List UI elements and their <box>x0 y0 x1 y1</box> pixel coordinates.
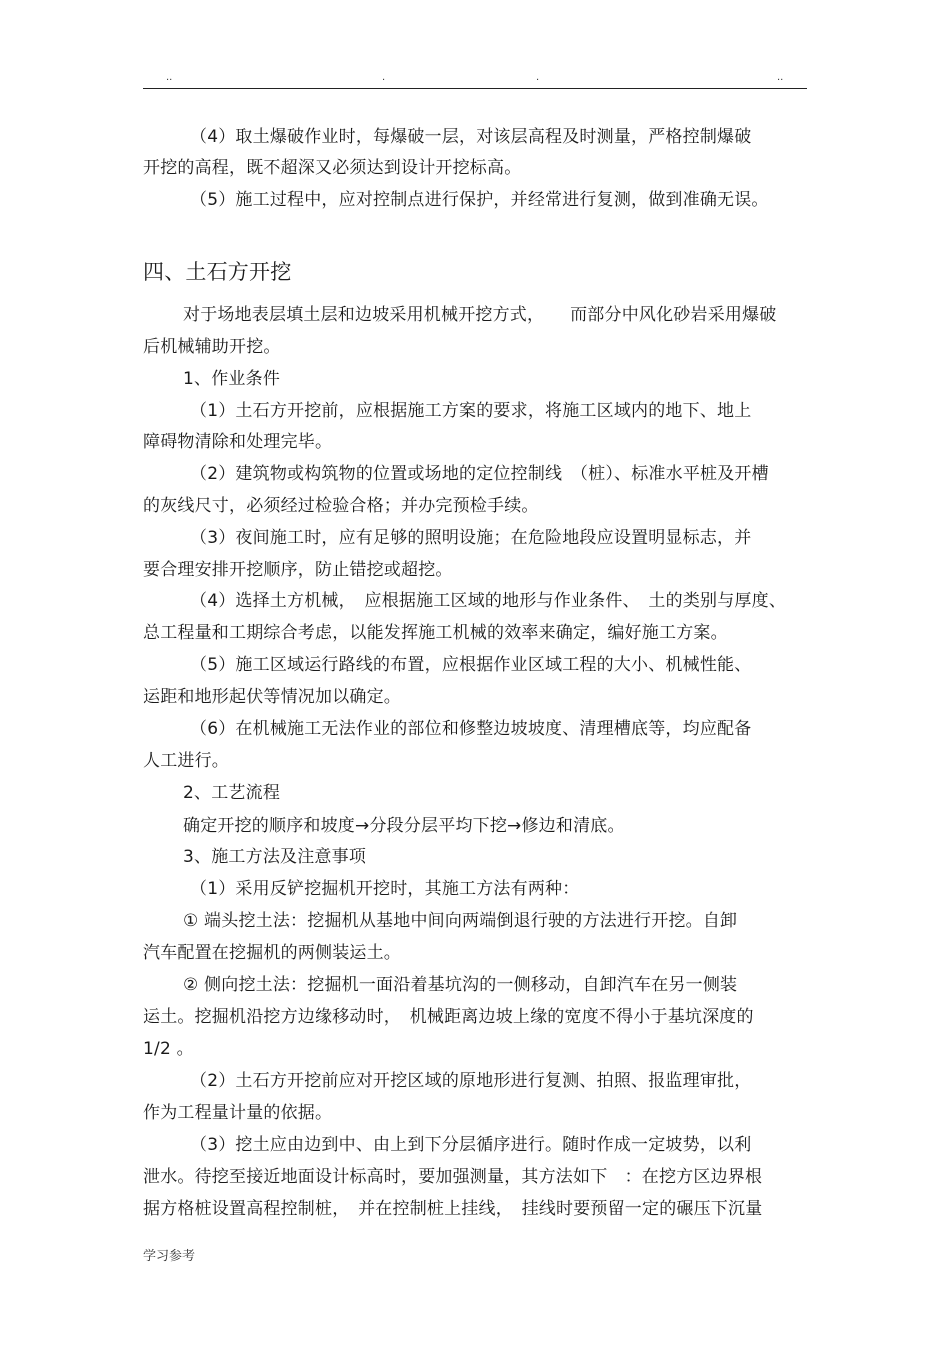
paragraph-line: 开挖的高程，既不超深又必须达到设计开挖标高。 <box>143 158 522 178</box>
paragraph-line: 后机械辅助开挖。 <box>143 337 281 357</box>
paragraph-line: ① 端头挖土法：挖掘机从基地中间向两端倒退行驶的方法进行开挖。自卸 <box>183 911 738 931</box>
paragraph-line: 泄水。待挖至接近地面设计标高时，要加强测量，其方法如下 ：在挖方区边界根 <box>143 1167 763 1187</box>
paragraph-line: （2）土石方开挖前应对开挖区域的原地形进行复测、拍照、报监理审批， <box>190 1071 752 1091</box>
paragraph-line: 确定开挖的顺序和坡度→分段分层平均下挖→修边和清底。 <box>183 816 625 836</box>
paragraph-line: （4）取土爆破作业时，每爆破一层，对该层高程及时测量，严格控制爆破 <box>190 127 752 147</box>
paragraph-line: 对于场地表层填土层和边坡采用机械开挖方式， 而部分中风化砂岩采用爆破 <box>183 305 777 325</box>
footer-label: 学习参考 <box>143 1249 196 1264</box>
paragraph-line: （3）挖土应由边到中、由上到下分层循序进行。随时作成一定坡势，以利 <box>190 1135 752 1155</box>
header-divider <box>143 88 807 89</box>
paragraph-line: 1/2 。 <box>143 1039 194 1059</box>
subheading: 2、工艺流程 <box>183 783 281 803</box>
paragraph-line: （1）采用反铲挖掘机开挖时，其施工方法有两种： <box>190 879 580 899</box>
header-mark: . <box>382 72 386 83</box>
paragraph-line: （5）施工过程中，应对控制点进行保护，并经常进行复测，做到准确无误。 <box>190 190 769 210</box>
section-heading: 四、土石方开挖 <box>143 260 292 284</box>
paragraph-line: 要合理安排开挖顺序，防止错挖或超挖。 <box>143 560 453 580</box>
subheading: 3、施工方法及注意事项 <box>183 847 367 867</box>
paragraph-line: 据方格桩设置高程控制桩， 并在控制桩上挂线， 挂线时要预留一定的碾压下沉量 <box>143 1199 763 1219</box>
paragraph-line: 运距和地形起伏等情况加以确定。 <box>143 687 401 707</box>
paragraph-line: （5）施工区域运行路线的布置，应根据作业区域工程的大小、机械性能、 <box>190 655 752 675</box>
paragraph-line: （4）选择土方机械， 应根据施工区域的地形与作业条件、 土的类别与厚度、 <box>190 591 787 611</box>
paragraph-line: 作为工程量计量的依据。 <box>143 1103 333 1123</box>
paragraph-line: （3）夜间施工时，应有足够的照明设施；在危险地段应设置明显标志，并 <box>190 528 752 548</box>
subheading: 1、作业条件 <box>183 369 281 389</box>
paragraph-line: 的灰线尺寸，必须经过检验合格；并办完预检手续。 <box>143 496 539 516</box>
paragraph-line: 汽车配置在挖掘机的两侧装运土。 <box>143 943 401 963</box>
paragraph-line: 运土。挖掘机沿挖方边缘移动时， 机械距离边坡上缘的宽度不得小于基坑深度的 <box>143 1007 754 1027</box>
paragraph-line: （1）土石方开挖前，应根据施工方案的要求，将施工区域内的地下、地上 <box>190 401 752 421</box>
paragraph-line: （2）建筑物或构筑物的位置或场地的定位控制线 （桩）、标准水平桩及开槽 <box>190 464 769 484</box>
paragraph-line: 总工程量和工期综合考虑，以能发挥施工机械的效率来确定，编好施工方案。 <box>143 623 728 643</box>
header-mark: .. <box>777 72 784 83</box>
paragraph-line: （6）在机械施工无法作业的部位和修整边坡坡度、清理槽底等，均应配备 <box>190 719 752 739</box>
paragraph-line: 障碍物清除和处理完毕。 <box>143 432 333 452</box>
header-mark: .. <box>166 72 173 83</box>
paragraph-line: ② 侧向挖土法：挖掘机一面沿着基坑沟的一侧移动，自卸汽车在另一侧装 <box>183 975 738 995</box>
paragraph-line: 人工进行。 <box>143 751 229 771</box>
header-mark: . <box>536 72 540 83</box>
